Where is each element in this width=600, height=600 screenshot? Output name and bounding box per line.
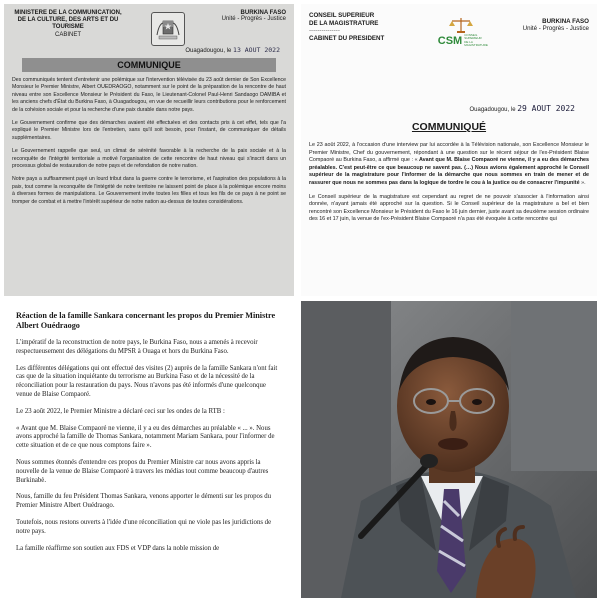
family-paragraph: Nous, famille du feu Président Thomas Sankara, venons apporter le démenti sur les propos du Premier Ministre Albert Ouédraogo. [16, 493, 272, 510]
date-prefix: Ouagadougou, le [185, 48, 232, 54]
csm-communique-body [309, 142, 589, 224]
sankara-family-statement-panel [4, 301, 294, 598]
csm-dateline [309, 104, 575, 113]
country-name: BURKINA FASO [240, 10, 286, 16]
family-statement-title: Réaction de la famille Sankara concernant les propos du Premier Ministre Albert Ouédraogo [16, 311, 276, 330]
ministry-dateline [12, 46, 280, 54]
csm-country-block [503, 18, 589, 66]
csm-communique-title: COMMUNIQUÉ [411, 121, 487, 133]
ministry-paragraph: Le Gouvernement confirme que des démarches avaient été effectuées et des contacts pris à cet effet, tels que l'a expliqué le Premier Ministre lors de l'entretien, sans qu'il soit besoin, pour l'instant, de communiquer de détails supplémentaires. [12, 120, 286, 141]
ministry-name-line-1: MINISTERE DE LA COMMUNICATION, [14, 10, 122, 16]
ministry-communique-body [12, 77, 286, 206]
ministry-cabinet: CABINET [54, 32, 81, 38]
council-line-2: DE LA MAGISTRATURE [309, 19, 379, 27]
csm-header [309, 12, 589, 66]
csm-paragraph: Le Conseil supérieur de la magistrature est cependant au regret de ne pouvoir s'associer à l'information ainsi donnée, n'ayant jamais été approché sur la question. Si le Conseil supérieur de la magistrature a bel et bien rencontré son Excellence Monsieur le Président du Faso le 16 juin dernier, juste avant sa deuxième session ordinaire des 16 et 17 juin, la venue de l'ex-Président Blaise Compaoré n'a pas été évoquée à cette rencontre qui [309, 193, 589, 223]
scales-of-justice-icon [448, 16, 474, 34]
csm-logo-subtext: CONSEIL SUPERIEUR DE LA MAGISTRATURE [464, 33, 488, 48]
ministry-communique-title: COMMUNIQUE [22, 58, 276, 72]
family-paragraph: Les différentes délégations qui ont effectué des visites (2) auprès de la famille Sankara n'ont fait cas que de la situation inquiétante du terrorisme au Burkina Faso et de la nécessité de la réconciliation pour la restauration du pays. Nous n'avons pas été informés d'une quelconque venue de Blaise Compaoré. [16, 364, 278, 398]
family-paragraph: L'impératif de la reconstruction de notre pays, le Burkina Faso, nous a amenés à recevoir respectueusement des délégations du MPSR à Ouaga et hors du Burkina Faso. [16, 339, 258, 355]
csm-cabinet: CABINET DU PRESIDENT [309, 34, 385, 42]
country-motto: Unité - Progrès - Justice [221, 16, 286, 22]
csm-logo [433, 16, 489, 66]
country-motto: Unité - Progrès - Justice [522, 25, 589, 32]
csm-council-name [309, 12, 419, 66]
official-speaking-photo [301, 301, 597, 598]
csm-paragraph [309, 142, 589, 188]
handwritten-date: 29 AOUT 2022 [517, 104, 575, 113]
family-paragraph: « Avant que M. Blaise Compaoré ne vienne, il y a eu des démarches au préalable « ... ». Nous avons approché la famille de Thomas Sankara, notamment Mariam Sankara, pour l'informer de cette situation et de ce que nous comptons faire ». [16, 424, 275, 450]
family-paragraph: Nous sommes étonnés d'entendre ces propos du Premier Ministre car nous avons appris la nouvelle de la venue de Blaise Compaoré à travers les médias tout comme beaucoup d'autres Burkinabè. [16, 458, 269, 484]
ministry-paragraph: Des communiqués tentent d'entretenir une polémique sur l'intervention télévisée du 23 août dernier de Son Excellence Monsieur le Premier Ministre, Albert OUEDRAOGO, notamment sur le point de la préparation de la rencontre de haut niveau entre son Excellence Monsieur le Président du Faso, le Lieutenant-Colonel Paul-Henri Sandaogo DAMIBA et les anciens chefs d'État du Burkina Faso, à Ouagadougou, en vue de recueillir leurs contributions pour le renforcement de la cohésion sociale et pour la recherche d'une paix durable dans notre pays. [12, 77, 286, 113]
family-paragraph: Le 23 août 2022, le Premier Ministre a déclaré ceci sur les ondes de la RTB : [16, 407, 225, 415]
csm-communique-panel [301, 4, 597, 296]
ministry-paragraph: Notre pays a suffisamment payé un lourd tribut dans la guerre contre le terrorisme, et l'aspiration des populations à la paix, tout comme la reconquête de l'intégrité de notre territoire ne laissent point de place à la polémique encore moins à diverses formes de manipulations. Le Gouvernement invite toutes les filles et tous les fils de ce pays à ne point se tromper de combat et à mettre l'intérêt supérieur de notre nation au-dessus de toutes considérations. [12, 176, 286, 205]
csm-paragraph-text: Le 23 août 2022, à l'occasion d'une interview par lui accordée à la Télévision nationale, son Excellence Monsieur le Premier Ministre, Chef du gouvernement, répondant à une question sur le récent séjour de l'ex-Président Blaise Compaoré au Burkina Faso, a affirmé que : « [309, 142, 589, 164]
date-prefix: Ouagadougou, le [469, 107, 516, 113]
burkina-coat-of-arms-icon [151, 12, 185, 46]
family-paragraph: La famille réaffirme son soutien aux FDS et VDP dans la noble mission de [16, 544, 220, 552]
council-separator: --------------- [309, 27, 340, 34]
ministry-country-block [212, 10, 286, 22]
csm-paragraph-text: ». [579, 179, 586, 186]
family-paragraph: Toutefois, nous restons ouverts à l'idée d'une réconciliation qui ne viole pas les juridictions de notre pays. [16, 518, 272, 535]
country-name: BURKINA FASO [542, 18, 589, 25]
csm-logo-row [437, 33, 488, 48]
handwritten-date: 13 AOUT 2022 [233, 46, 280, 54]
csm-quoted-statement: Avant que M. Blaise Compaoré ne vienne, il y a eu des démarches préalables. C'est peut-être ce que beaucoup ne savent pas. (…) Nous avions également approché le Conseil supérieur de la magistrature pour l'informer de la démarche que nous sommes en train de mener et de rassurer que nous ne sommes pas dans la logique de tordre le cou à la justice ou de consacrer l'impunité [309, 157, 589, 186]
ministry-name-line-2: DE LA CULTURE, DES ARTS ET DU TOURISME [17, 17, 119, 30]
csm-logo-text: CSM [437, 34, 463, 47]
ministry-paragraph: Le Gouvernement rappelle que seul, un climat de sérénité favorable à la recherche de la paix sociale et à la reconquête de l'intégrité territoriale a motivé l'organisation de cette rencontre de haut niveau qui s'inscrit dans un processus global de restauration de notre pays et de refondation de notre nation. [12, 148, 286, 170]
official-portrait-illustration [301, 301, 597, 598]
ministry-communique-panel [4, 4, 294, 296]
council-line-1: CONSEIL SUPERIEUR [309, 12, 375, 19]
ministry-name [12, 10, 124, 39]
